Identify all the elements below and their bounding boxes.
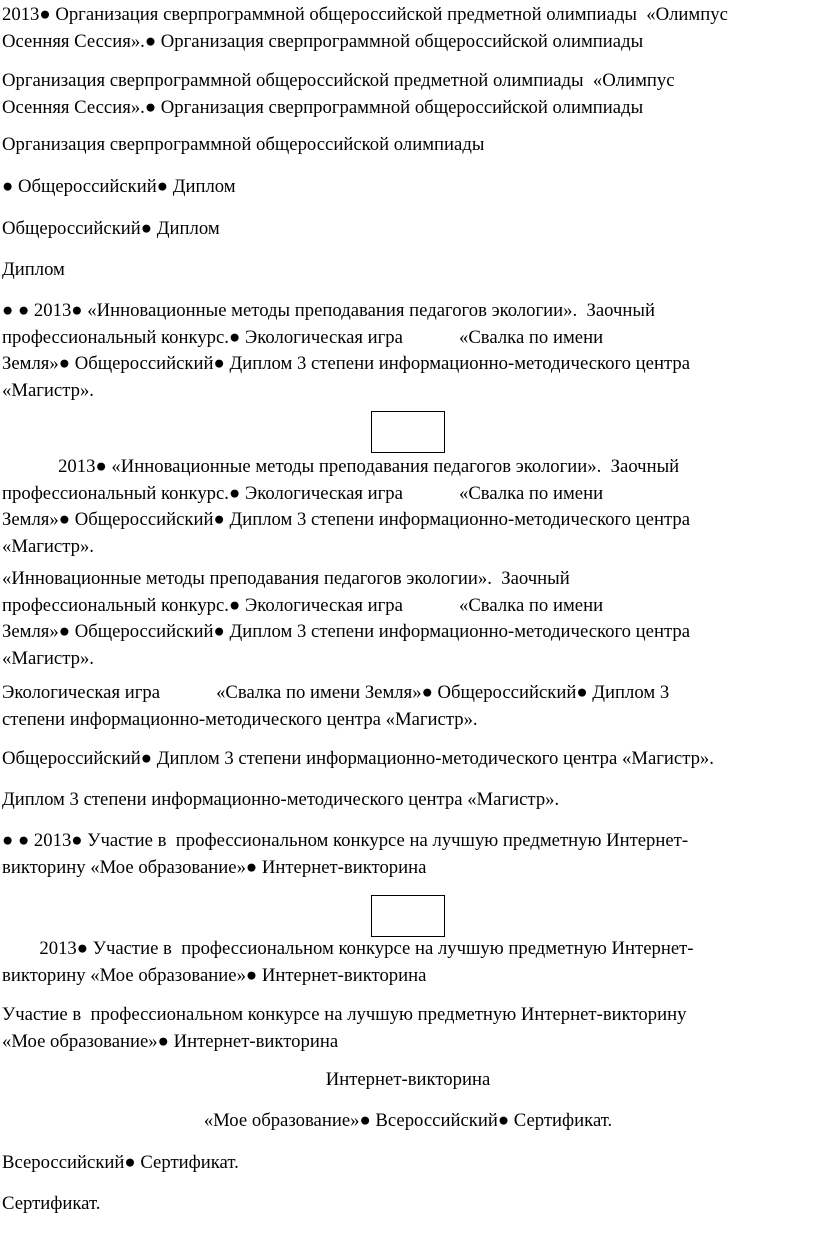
paragraph-diploma-3: Диплом [2, 259, 65, 280]
paragraph-diploma-3rd-2: Диплом 3 степени информационно-методического центра «Магистр». [2, 789, 560, 810]
paragraph-innovation-1: ● ● 2013● «Инновационные методы преподавания педагогов экологии». Заочный профессиональный конкурс.● Экологическая игра «Свалка по имени Земля»● Общероссийский● Диплом 3 степени информационно-методического центра «Магистр». [2, 300, 691, 401]
paragraph-internet-quiz: Интернет-викторина [325, 1069, 491, 1090]
image-placeholder [371, 895, 445, 937]
paragraph-diploma-3rd-1: Общероссийский● Диплом 3 степени информационно-методического центра «Магистр». [2, 748, 714, 769]
paragraph-contest-2: 2013● Участие в профессиональном конкурсе на лучшую предметную Интернет- викторину «Мое образование»● Интернет-викторина [2, 938, 694, 986]
paragraph-innovation-2: 2013● «Инновационные методы преподавания педагогов экологии». Заочный профессиональный конкурс.● Экологическая игра «Свалка по имени Земля»● Общероссийский● Диплом 3 степени информационно-методического центра «Магистр». [2, 456, 691, 557]
image-placeholder [371, 411, 445, 453]
paragraph-contest-1: ● ● 2013● Участие в профессиональном конкурсе на лучшую предметную Интернет- викторину «Мое образование»● Интернет-викторина [2, 830, 689, 878]
paragraph-certificate-2: Всероссийский● Сертификат. [2, 1152, 239, 1173]
paragraph-olympiad-1: 2013● Организация сверпрограммной общероссийской предметной олимпиады «Олимпус Осенняя Сессия».● Организация сверпрограммной общероссийской олимпиады [2, 4, 728, 52]
paragraph-olympiad-3: Организация сверпрограммной общероссийской олимпиады [2, 134, 485, 155]
paragraph-certificate-1: «Мое образование»● Всероссийский● Сертификат. [203, 1110, 613, 1131]
paragraph-contest-3: Участие в профессиональном конкурсе на лучшую предметную Интернет-викторину «Мое образование»● Интернет-викторина [2, 1004, 687, 1052]
paragraph-innovation-3: «Инновационные методы преподавания педагогов экологии». Заочный профессиональный конкурс.● Экологическая игра «Свалка по имени Земля»● Общероссийский● Диплом 3 степени информационно-методического центра «Магистр». [2, 568, 691, 669]
paragraph-eco-game: Экологическая игра «Свалка по имени Земля»● Общероссийский● Диплом 3 степени информационно-методического центра «Магистр». [2, 682, 670, 730]
paragraph-certificate-3: Сертификат. [2, 1193, 101, 1214]
paragraph-olympiad-2: Организация сверпрограммной общероссийской предметной олимпиады «Олимпус Осенняя Сессия».● Организация сверпрограммной общероссийской олимпиады [2, 70, 675, 118]
paragraph-diploma-1: ● Общероссийский● Диплом [2, 176, 236, 197]
paragraph-diploma-2: Общероссийский● Диплом [2, 218, 220, 239]
